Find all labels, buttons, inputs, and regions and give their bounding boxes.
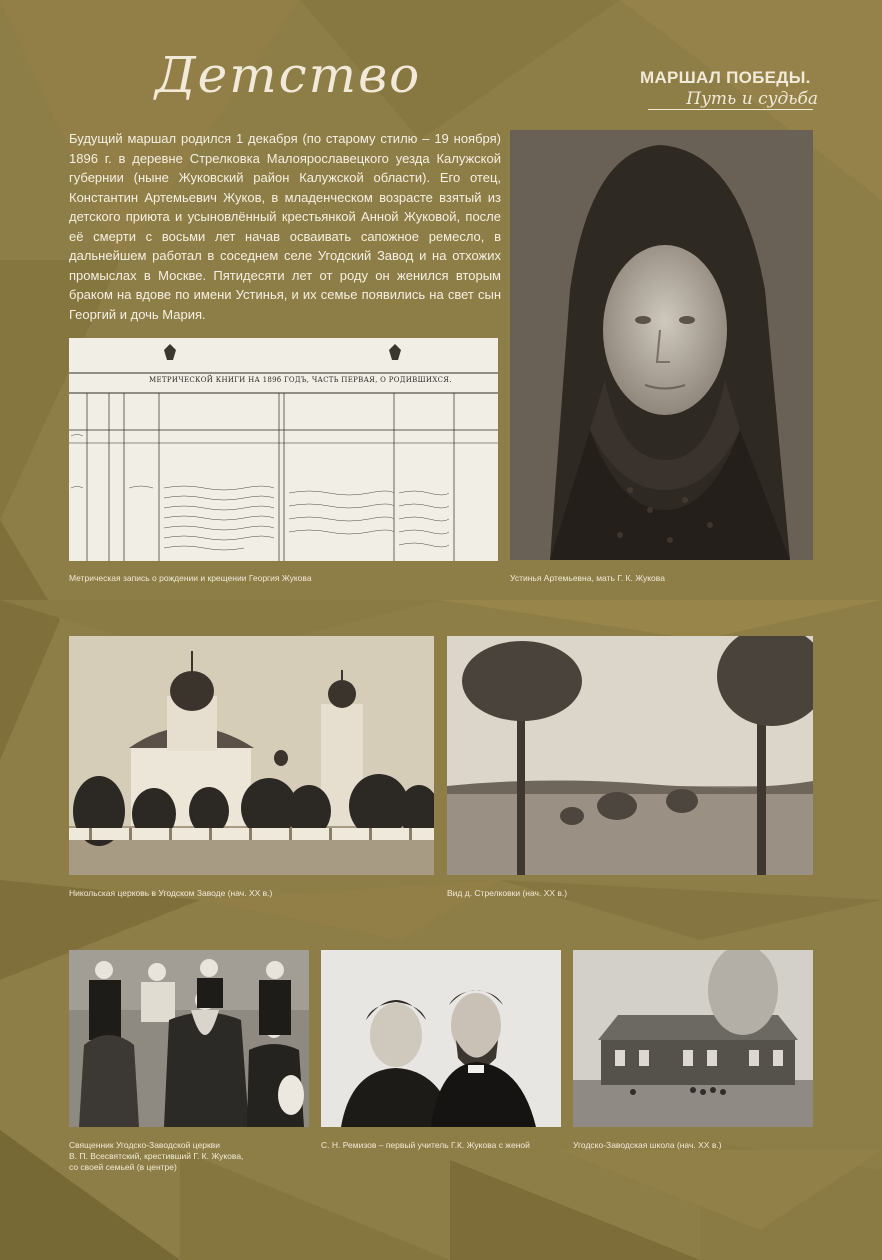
brand-underline (648, 109, 813, 110)
church-photo (69, 636, 434, 875)
village-caption: Вид д. Стрелковки (нач. XX в.) (447, 888, 568, 898)
church-caption: Никольская церковь в Угодском Заводе (нач. XX в.) (69, 888, 273, 898)
brand-subtitle: Путь и судьба (686, 89, 818, 109)
priest-family-caption-line-2: В. П. Всесвятский, крестивший Г. К. Жукова, (69, 1151, 244, 1161)
metric-book-caption: Метрическая запись о рождении и крещении Георгия Жукова (69, 573, 312, 583)
intro-paragraph: Будущий маршал родился 1 декабря (по старому стилю – 19 ноября) 1896 г. в деревне Стрелковка Малоярославецкого уезда Калужской губернии (ныне Жуковский район Калужской области). Его отец, Константин Артемьевич Жуков, в младенческом возрасте взятый из детского приюта и усыновлённый крестьянкой Анной Жуковой, после её смерти с восьми лет начав осваивать сапожное ремесло, в дальнейшем работал в соседнем селе Угодский Завод и на отхожих промыслах в Москве. Пятидесяти лет от роду он женился вторым браком на вдове по имени Устинья, и их семье появились на свет сын Георгий и дочь Мария. (69, 131, 501, 322)
metric-book-photo (69, 338, 498, 561)
portrait-caption: Устинья Артемьевна, мать Г. К. Жукова (510, 573, 665, 583)
teacher-couple-photo (321, 950, 561, 1127)
village-photo (447, 636, 813, 875)
school-caption: Угодско-Заводская школа (нач. XX в.) (573, 1140, 722, 1150)
school-photo (573, 950, 813, 1127)
portrait-photo (510, 130, 813, 560)
page-title: Детство (155, 46, 422, 104)
priest-family-photo (69, 950, 309, 1127)
priest-family-caption-line-1: Священник Угодско-Заводской церкви (69, 1140, 220, 1150)
metric-book-header: МЕТРИЧЕСКОЙ КНИГИ НА 189б ГОДЪ, ЧАСТЬ ПЕРВАЯ, О РОДИВШИХСЯ. (149, 376, 452, 384)
priest-family-caption (69, 1140, 309, 1173)
teacher-couple-caption: С. Н. Ремизов – первый учитель Г.К. Жукова с женой (321, 1140, 530, 1150)
priest-family-caption-line-3: со своей семьей (в центре) (69, 1162, 177, 1172)
brand-title: МАРШАЛ ПОБЕДЫ. (640, 68, 811, 87)
